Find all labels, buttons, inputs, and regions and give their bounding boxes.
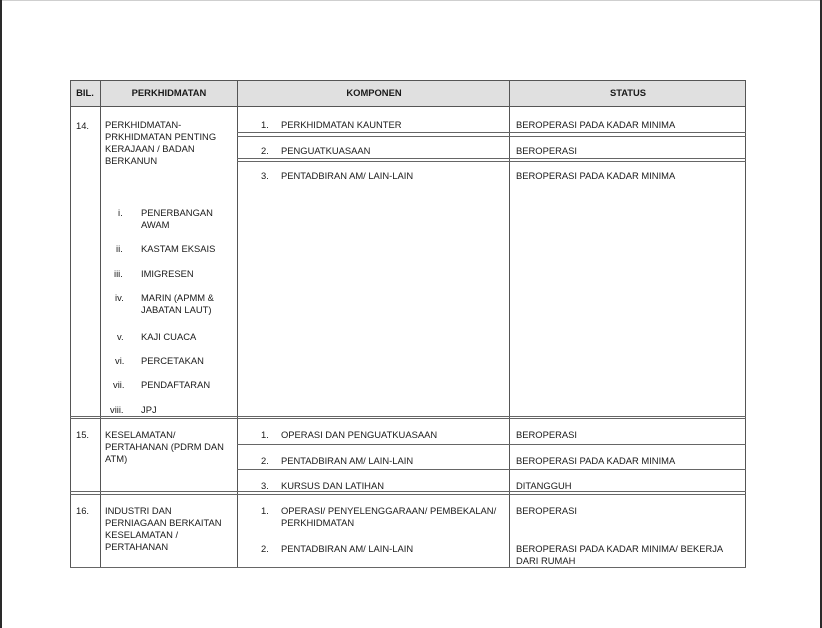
status-text: BEROPERASI PADA KADAR MINIMA bbox=[516, 119, 676, 130]
grid-line bbox=[237, 161, 746, 162]
component-label: PENTADBIRAN AM/ LAIN-LAIN bbox=[281, 543, 414, 554]
component-label: KURSUS DAN LATIHAN bbox=[281, 480, 384, 491]
component-number: 1. bbox=[261, 119, 269, 130]
component-label: PENTADBIRAN AM/ LAIN-LAIN bbox=[281, 170, 414, 181]
services-table: BIL. PERKHIDMATAN KOMPONEN STATUS 14. PERKHIDMATAN- PRKHIDMATAN PENTING KERAJAAN / BADAN BERKANUN i. PENERBANGAN AWAM ii. KASTAM EKSAIS iii. IMIGRESEN iv. MARIN (APMM & JABATAN LAUT) v. KAJI CUACA vi. PERCETAKAN vii. PENDAFTARAN viii. JPJ 1. PERKHIDMATAN KAUNTER BEROPERASI PADA KADAR MINIMA 2. PENGUATKUASAAN BEROPERASI 3. PENTADBIRAN AM/ LAIN-LAIN BEROPERASI PADA KADAR MINIMA 15. KESELAMATAN/ PERTAHANAN (PDRM DAN ATM) 1. OPERASI DAN PENGUATKUASAAN BEROPERASI 2. PENTADBIRAN AM/ LAIN-LAIN BEROPERASI PADA KADAR MINIMA 3. KURSUS DAN LATIHAN DITANGGUH 16. INDUSTRI DAN PERNIAGAAN BERKAITAN KESELAMATAN / PERTAHANAN 1. OPERASI/ PENYELENGGARAAN/ PEMBEKALAN/ PERKHIDMATAN BEROPERASI 2. PENTADBIRAN AM/ LAIN-LAIN BEROPERASI PADA KADAR MINIMA/ BEKERJA DARI RUMAH bbox=[70, 80, 746, 568]
row-separator bbox=[70, 418, 746, 419]
status-text: BEROPERASI bbox=[516, 429, 577, 440]
list-item: PENDAFTARAN bbox=[141, 379, 211, 390]
list-item: JABATAN LAUT) bbox=[141, 304, 212, 315]
header-status: STATUS bbox=[609, 87, 647, 98]
row-separator bbox=[70, 494, 746, 495]
list-item-number: ii. bbox=[116, 243, 123, 254]
status-text: BEROPERASI bbox=[516, 145, 577, 156]
grid-line bbox=[237, 136, 746, 137]
list-item-number: vii. bbox=[113, 379, 125, 390]
component-label: OPERASI/ PENYELENGGARAAN/ PEMBEKALAN/ bbox=[281, 505, 497, 516]
row-number: 16. bbox=[76, 505, 90, 516]
header-komponen: KOMPONEN bbox=[346, 87, 402, 98]
list-item-number: iii. bbox=[114, 268, 123, 279]
list-item-number: viii. bbox=[110, 404, 124, 415]
row-number: 15. bbox=[76, 429, 90, 440]
component-number: 3. bbox=[261, 170, 269, 181]
list-item: PERCETAKAN bbox=[141, 355, 204, 366]
component-number: 1. bbox=[261, 429, 269, 440]
status-text: BEROPERASI PADA KADAR MINIMA bbox=[516, 170, 676, 181]
header-bil: BIL. bbox=[76, 87, 94, 98]
list-item: KASTAM EKSAIS bbox=[141, 243, 216, 254]
list-item: PENERBANGAN bbox=[141, 207, 213, 218]
row-separator bbox=[70, 416, 746, 417]
page-top-edge bbox=[0, 0, 822, 1]
status-text: BEROPERASI PADA KADAR MINIMA bbox=[516, 455, 676, 466]
list-item-number: iv. bbox=[115, 292, 124, 303]
list-item-number: vi. bbox=[115, 355, 125, 366]
component-label: PENGUATKUASAAN bbox=[281, 145, 371, 156]
status-text: DARI RUMAH bbox=[516, 555, 576, 566]
component-number: 1. bbox=[261, 505, 269, 516]
component-number: 3. bbox=[261, 480, 269, 491]
status-text: DITANGGUH bbox=[516, 480, 572, 491]
row-number: 14. bbox=[76, 120, 90, 131]
list-item: AWAM bbox=[141, 219, 170, 230]
grid-line bbox=[237, 158, 746, 159]
status-text: BEROPERASI PADA KADAR MINIMA/ BEKERJA bbox=[516, 543, 724, 554]
list-item-number: i. bbox=[118, 207, 123, 218]
grid-line bbox=[237, 469, 746, 470]
component-number: 2. bbox=[261, 543, 269, 554]
page-left-edge bbox=[0, 0, 2, 628]
list-item-number: v. bbox=[117, 331, 124, 342]
header-perkhidmatan: PERKHIDMATAN bbox=[131, 87, 207, 98]
grid-line bbox=[237, 132, 746, 133]
list-item: IMIGRESEN bbox=[141, 268, 194, 279]
component-label: PERKHIDMATAN bbox=[281, 517, 355, 528]
list-item: JPJ bbox=[141, 404, 157, 415]
component-number: 2. bbox=[261, 145, 269, 156]
status-text: BEROPERASI bbox=[516, 505, 577, 516]
component-label: PERKHIDMATAN KAUNTER bbox=[281, 119, 402, 130]
component-number: 2. bbox=[261, 455, 269, 466]
list-item: MARIN (APMM & bbox=[141, 292, 214, 303]
row-separator bbox=[70, 491, 746, 492]
list-item: KAJI CUACA bbox=[141, 331, 197, 342]
table-bottom-edge bbox=[70, 567, 746, 568]
component-label: PENTADBIRAN AM/ LAIN-LAIN bbox=[281, 455, 414, 466]
component-label: OPERASI DAN PENGUATKUASAAN bbox=[281, 429, 438, 440]
grid-line bbox=[237, 444, 746, 445]
